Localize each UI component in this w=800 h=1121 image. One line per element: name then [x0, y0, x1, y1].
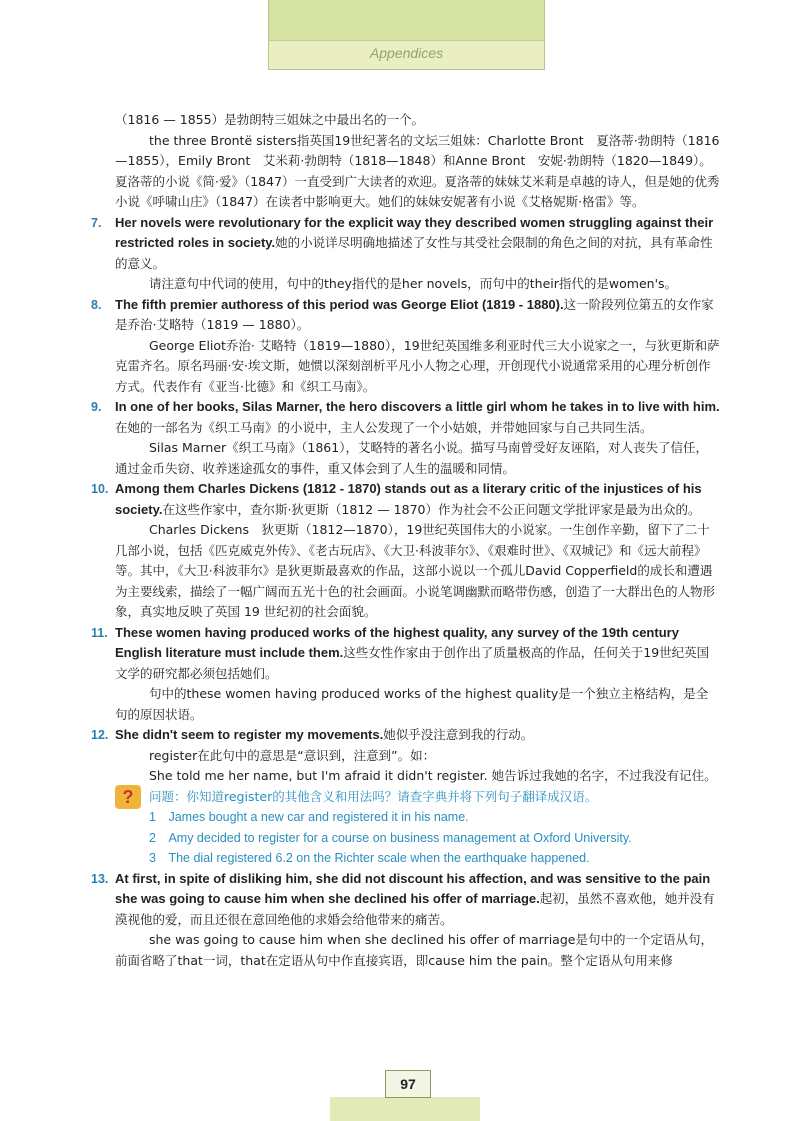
item-number: 12.	[91, 728, 109, 742]
exercise-item: 2 Amy decided to register for a course on business management at Oxford University.	[149, 830, 632, 845]
item-number: 8.	[91, 297, 102, 312]
sentence-en: In one of her books, Silas Marner, the hero discovers a little girl whom he takes in to live with him.	[115, 399, 720, 414]
item-10	[91, 479, 720, 520]
question-text: 问题：你知道register的其他含义和用法吗？请查字典并将下列句子翻译成汉语。	[149, 788, 598, 804]
note-paragraph: she was going to cause him when she declined his offer of marriage是句中的一个定语从句，前面省略了that一词，that在定语从句中作直接宾语，即cause him the pain。整个定语从句用来修	[115, 932, 713, 968]
sentence-zh: 这些女性作家由于创作出了质量极高的作品，任何关于19世纪英国文学的研究都必须包括她们。	[115, 645, 710, 681]
page-content	[91, 110, 720, 971]
sentence-zh: 起初，虽然不喜欢他，她并没有漠视他的爱，而且还很在意回绝他的求婚会给他带来的痛苦。	[115, 891, 715, 927]
note-paragraph: the three Brontë sisters指英国19世纪著名的文坛三姐妹：Charlotte Bront 夏洛蒂·勃朗特（1816—1855），Emily Bront 艾米莉·勃朗特（1818—1848）和Anne Bront 安妮·勃朗特（1820—1849）。夏洛蒂的小说《简·爱》（1847）一直受到广大读者的欢迎。夏洛蒂的妹妹艾米莉是卓越的诗人，但是她的优秀小说《呼啸山庄》（1847）在读者中影响更大。她们的妹妹安妮著有小说《艾格妮斯·格雷》等。	[115, 132, 720, 209]
item-9	[91, 397, 720, 438]
section-tab	[268, 0, 545, 70]
tab-decoration	[269, 0, 544, 41]
exercise-item: 1 James bought a new car and registered it in his name.	[149, 810, 469, 824]
sentence-zh: 在她的一部名为《织工马南》的小说中，主人公发现了一个小姑娘，并带她回家与自己共同生活。	[115, 419, 653, 435]
item-8	[91, 295, 720, 336]
sentence-zh: 这一阶段列位第五的女作家是乔治·艾略特（1819 — 1880）。	[115, 296, 714, 332]
item-number: 7.	[91, 215, 102, 230]
sentence-en: She didn't seem to register my movements.	[115, 727, 384, 742]
item-7	[91, 213, 720, 275]
note-paragraph: 请注意句中代词的使用，句中的they指代的是her novels，而句中的their指代的是women's。	[149, 276, 678, 291]
page-number: 97	[385, 1070, 431, 1098]
note-paragraph: Charles Dickens 狄更斯（1812—1870），19世纪英国伟大的小说家。一生创作辛勤，留下了二十几部小说，包括《匹克威克外传》、《老古玩店》、《大卫·科波菲尔》、《艰难时世》、《双城记》和《远大前程》等。其中，《大卫·科波菲尔》是狄更斯最喜欢的作品，这部小说以一个孤儿David Copperfield的成长和遭遇为主要线索，描绘了一幅广阔而五光十色的社会画面。小说笔调幽默而略带伤感，创造了一大群出色的人物形象，真实地反映了英国 19 世纪初的社会面貌。	[115, 522, 716, 619]
sentence-zh: 她似乎没注意到我的行动。	[383, 727, 534, 742]
item-11	[91, 623, 720, 685]
sentence-en: Her novels were revolutionary for the explicit way they described women struggling against their restricted roles in society.	[115, 214, 714, 250]
exercise-item: 3 The dial registered 6.2 on the Richter scale when the earthquake happened.	[149, 851, 590, 865]
sentence-zh: 她的小说详尽明确地描述了女性与其受社会限制的角色之间的对抗，具有革命性的意义。	[115, 235, 713, 271]
item-number: 13.	[91, 871, 109, 886]
note-paragraph: Silas Marner《织工马南》（1861），艾略特的著名小说。描写马南曾受好友诬陷，对人丧失了信任，通过金币失窃、收养迷途孤女的事件，重又体会到了人生的温暖和同情。	[115, 440, 708, 476]
section-label: Appendices	[369, 45, 444, 61]
sentence-en: These women having produced works of the highest quality, any survey of the 19th century English literature must include them.	[115, 624, 679, 660]
note-paragraph: 句中的these women having produced works of the highest quality是一个独立主格结构，是全句的原因状语。	[115, 686, 709, 722]
note-paragraph: George Eliot乔治· 艾略特（1819—1880），19世纪英国维多利亚时代三大小说家之一，与狄更斯和萨克雷齐名。原名玛丽·安·埃文斯，她惯以深刻剖析平凡小人物之心理，开创现代小说通常采用的心理分析创作方式。代表作有《亚当·比德》和《织工马南》。	[115, 337, 720, 394]
sentence-en: At first, in spite of disliking him, she did not discount his affection, and was sensitive to the pain she was going to cause him when she declined his offer of marriage.	[115, 870, 711, 906]
sentence-en: The fifth premier authoress of this period was George Eliot (1819 - 1880).	[115, 296, 564, 312]
footer-decoration	[330, 1097, 480, 1121]
item-13	[91, 869, 720, 931]
question-row	[122, 786, 720, 808]
item-12	[91, 725, 720, 746]
item-number: 9.	[91, 400, 102, 414]
sentence-en: Among them Charles Dickens (1812 - 1870) stands out as a literary critic of the injustices of his society.	[115, 481, 702, 517]
example-sentence: She told me her name, but I'm afraid it didn't register. 她告诉过我她的名字，不过我没有记住。	[149, 768, 717, 783]
item-number: 11.	[91, 625, 108, 640]
text-line: （1816 — 1855）是勃朗特三姐妹之中最出名的一个。	[115, 112, 425, 127]
question-mark-icon: ?	[115, 785, 141, 809]
sentence-zh: 在这些作家中，查尔斯·狄更斯（1812 — 1870）作为社会不公正问题文学批评家是最为出众的。	[162, 501, 701, 517]
note-line: register在此句中的意思是“意识到，注意到”。如：	[149, 747, 436, 763]
item-number: 10.	[91, 482, 109, 496]
